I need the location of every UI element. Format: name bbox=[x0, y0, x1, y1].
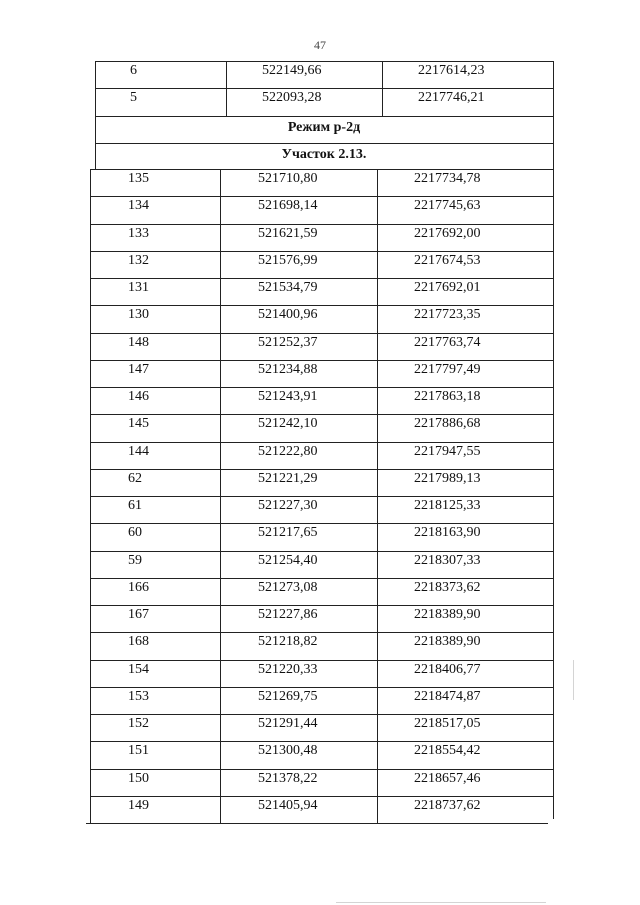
row-border bbox=[90, 333, 553, 334]
cell-y-coordinate: 2218307,33 bbox=[414, 553, 481, 568]
scan-artifact bbox=[573, 660, 574, 700]
row-border bbox=[90, 578, 553, 579]
cell-point-number: 5 bbox=[130, 90, 137, 105]
cell-x-coordinate: 521220,33 bbox=[258, 662, 318, 677]
cell-x-coordinate: 521273,08 bbox=[258, 580, 318, 595]
cell-point-number: 167 bbox=[128, 607, 149, 622]
cell-point-number: 135 bbox=[128, 171, 149, 186]
cell-x-coordinate: 521243,91 bbox=[258, 389, 318, 404]
cell-y-coordinate: 2218517,05 bbox=[414, 716, 481, 731]
cell-point-number: 60 bbox=[128, 525, 142, 540]
cell-point-number: 148 bbox=[128, 335, 149, 350]
cell-y-coordinate: 2217863,18 bbox=[414, 389, 481, 404]
cell-x-coordinate: 521534,79 bbox=[258, 280, 318, 295]
cell-x-coordinate: 521217,65 bbox=[258, 525, 318, 540]
scan-artifact bbox=[336, 902, 546, 903]
cell-x-coordinate: 521300,48 bbox=[258, 743, 318, 758]
cell-point-number: 133 bbox=[128, 226, 149, 241]
row-border bbox=[90, 442, 553, 443]
cell-x-coordinate: 521218,82 bbox=[258, 634, 318, 649]
cell-x-coordinate: 521252,37 bbox=[258, 335, 318, 350]
row-border bbox=[90, 360, 553, 361]
cell-point-number: 145 bbox=[128, 416, 149, 431]
column-border bbox=[90, 169, 91, 823]
cell-point-number: 152 bbox=[128, 716, 149, 731]
cell-y-coordinate: 2217989,13 bbox=[414, 471, 481, 486]
cell-point-number: 132 bbox=[128, 253, 149, 268]
cell-x-coordinate: 521234,88 bbox=[258, 362, 318, 377]
cell-y-coordinate: 2217797,49 bbox=[414, 362, 481, 377]
cell-x-coordinate: 521576,99 bbox=[258, 253, 318, 268]
cell-x-coordinate: 521222,80 bbox=[258, 444, 318, 459]
cell-point-number: 59 bbox=[128, 553, 142, 568]
cell-x-coordinate: 521254,40 bbox=[258, 553, 318, 568]
cell-y-coordinate: 2218389,90 bbox=[414, 607, 481, 622]
cell-point-number: 168 bbox=[128, 634, 149, 649]
cell-point-number: 134 bbox=[128, 198, 149, 213]
cell-y-coordinate: 2218406,77 bbox=[414, 662, 481, 677]
row-border bbox=[95, 143, 553, 144]
row-border bbox=[90, 196, 553, 197]
cell-point-number: 62 bbox=[128, 471, 142, 486]
row-border bbox=[90, 169, 553, 170]
column-border bbox=[226, 61, 227, 116]
cell-x-coordinate: 521378,22 bbox=[258, 771, 318, 786]
row-border bbox=[90, 387, 553, 388]
column-border bbox=[95, 61, 96, 116]
cell-x-coordinate: 521400,96 bbox=[258, 307, 318, 322]
cell-point-number: 153 bbox=[128, 689, 149, 704]
row-border bbox=[90, 741, 553, 742]
cell-x-coordinate: 522093,28 bbox=[262, 90, 322, 105]
row-border bbox=[90, 632, 553, 633]
row-border bbox=[90, 714, 553, 715]
cell-y-coordinate: 2217947,55 bbox=[414, 444, 481, 459]
cell-x-coordinate: 521227,86 bbox=[258, 607, 318, 622]
cell-x-coordinate: 521242,10 bbox=[258, 416, 318, 431]
cell-y-coordinate: 2218554,42 bbox=[414, 743, 481, 758]
cell-y-coordinate: 2218657,46 bbox=[414, 771, 481, 786]
page-number: 47 bbox=[314, 38, 326, 52]
cell-point-number: 146 bbox=[128, 389, 149, 404]
cell-y-coordinate: 2217746,21 bbox=[418, 90, 485, 105]
cell-y-coordinate: 2218389,90 bbox=[414, 634, 481, 649]
cell-y-coordinate: 2218373,62 bbox=[414, 580, 481, 595]
cell-point-number: 149 bbox=[128, 798, 149, 813]
row-border bbox=[90, 496, 553, 497]
column-border bbox=[377, 169, 378, 823]
cell-x-coordinate: 521710,80 bbox=[258, 171, 318, 186]
row-border bbox=[86, 823, 548, 824]
cell-point-number: 147 bbox=[128, 362, 149, 377]
row-border bbox=[90, 251, 553, 252]
cell-x-coordinate: 521698,14 bbox=[258, 198, 318, 213]
row-border bbox=[95, 116, 553, 117]
row-border bbox=[90, 305, 553, 306]
row-border bbox=[95, 88, 553, 89]
row-border bbox=[90, 224, 553, 225]
mode-header: Режим р-2д bbox=[287, 120, 361, 135]
row-border bbox=[90, 551, 553, 552]
row-border bbox=[90, 278, 553, 279]
cell-x-coordinate: 521269,75 bbox=[258, 689, 318, 704]
cell-y-coordinate: 2218163,90 bbox=[414, 525, 481, 540]
column-border bbox=[553, 116, 554, 169]
cell-x-coordinate: 521405,94 bbox=[258, 798, 318, 813]
cell-y-coordinate: 2217723,35 bbox=[414, 307, 481, 322]
row-border bbox=[90, 523, 553, 524]
cell-x-coordinate: 521291,44 bbox=[258, 716, 318, 731]
cell-point-number: 130 bbox=[128, 307, 149, 322]
cell-y-coordinate: 2218125,33 bbox=[414, 498, 481, 513]
row-border bbox=[90, 414, 553, 415]
cell-y-coordinate: 2217674,53 bbox=[414, 253, 481, 268]
cell-y-coordinate: 2218737,62 bbox=[414, 798, 481, 813]
cell-y-coordinate: 2217614,23 bbox=[418, 63, 485, 78]
column-border bbox=[382, 61, 383, 116]
cell-x-coordinate: 521221,29 bbox=[258, 471, 318, 486]
cell-point-number: 151 bbox=[128, 743, 149, 758]
section-header: Участок 2.13. bbox=[281, 147, 367, 162]
cell-y-coordinate: 2217886,68 bbox=[414, 416, 481, 431]
cell-y-coordinate: 2217692,01 bbox=[414, 280, 481, 295]
cell-x-coordinate: 522149,66 bbox=[262, 63, 322, 78]
cell-point-number: 166 bbox=[128, 580, 149, 595]
cell-point-number: 154 bbox=[128, 662, 149, 677]
row-border bbox=[90, 796, 553, 797]
cell-x-coordinate: 521227,30 bbox=[258, 498, 318, 513]
cell-x-coordinate: 521621,59 bbox=[258, 226, 318, 241]
cell-y-coordinate: 2217745,63 bbox=[414, 198, 481, 213]
cell-y-coordinate: 2217763,74 bbox=[414, 335, 481, 350]
row-border bbox=[90, 687, 553, 688]
column-border bbox=[220, 169, 221, 823]
cell-y-coordinate: 2218474,87 bbox=[414, 689, 481, 704]
cell-point-number: 144 bbox=[128, 444, 149, 459]
row-border bbox=[90, 469, 553, 470]
cell-point-number: 150 bbox=[128, 771, 149, 786]
row-border bbox=[90, 769, 553, 770]
cell-point-number: 131 bbox=[128, 280, 149, 295]
column-border bbox=[553, 61, 554, 116]
cell-y-coordinate: 2217734,78 bbox=[414, 171, 481, 186]
row-border bbox=[90, 660, 553, 661]
column-border bbox=[553, 169, 554, 819]
row-border bbox=[90, 605, 553, 606]
cell-point-number: 6 bbox=[130, 63, 137, 78]
row-border bbox=[95, 61, 553, 62]
cell-y-coordinate: 2217692,00 bbox=[414, 226, 481, 241]
cell-point-number: 61 bbox=[128, 498, 142, 513]
